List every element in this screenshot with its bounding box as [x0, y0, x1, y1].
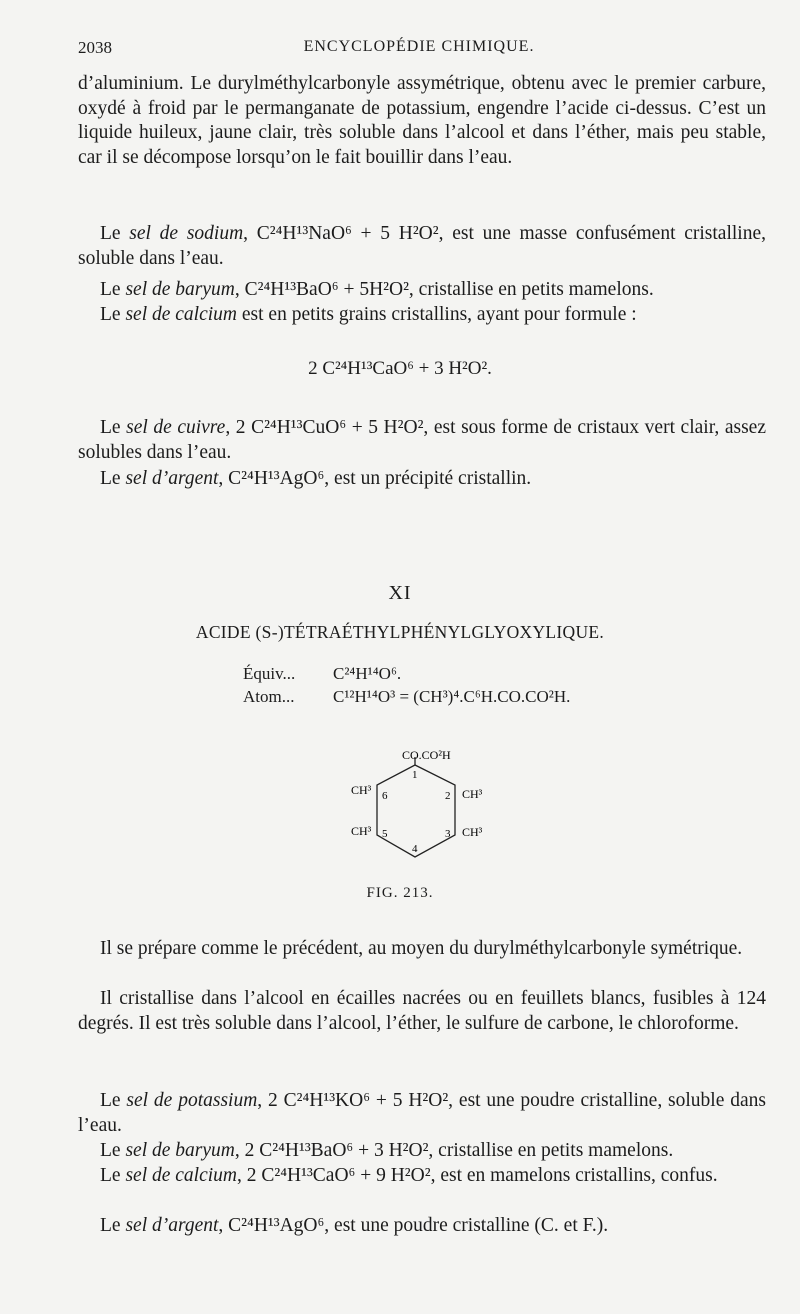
- salt-name: sel d’argent: [125, 468, 219, 489]
- substituent-left-bottom: CH³: [351, 824, 372, 838]
- paragraph-lead: Le: [100, 223, 130, 244]
- paragraph-lead: Le: [100, 304, 126, 325]
- paragraph-calcium-salt-2: [78, 1164, 766, 1189]
- salt-name: sel de baryum: [125, 1140, 235, 1161]
- paragraph-text: , C²⁴H¹³AgO⁶, est un précipité cristallin.: [218, 468, 532, 489]
- paragraph-lead: Le: [100, 1215, 126, 1236]
- paragraph-text: , C²⁴H¹³AgO⁶, est une poudre cristalline (C. et F.).: [218, 1215, 609, 1236]
- salt-name: sel d’argent: [125, 1215, 219, 1236]
- salt-name: sel de potassium: [126, 1090, 258, 1111]
- position-4: 4: [412, 843, 418, 855]
- equiv-label: Équiv...: [243, 664, 296, 683]
- atom-label: Atom...: [243, 687, 295, 706]
- page-header: [78, 38, 760, 62]
- paragraph-lead: Le: [100, 1165, 126, 1186]
- paragraph-preparation: Il se prépare comme le précédent, au moyen du durylméthylcarbonyle symétrique.: [100, 938, 743, 959]
- paragraph-text: , C²⁴H¹³BaO⁶ + 5H²O², cristallise en petits mamelons.: [234, 279, 654, 300]
- paragraph-argent-salt: [78, 467, 766, 492]
- equiv-formula: C²⁴H¹⁴O⁶.: [333, 664, 402, 683]
- calcium-formula: 2 C²⁴H¹³CaO⁶ + 3 H²O².: [308, 358, 492, 379]
- paragraph-baryum-salt: [78, 278, 766, 303]
- figure-caption: FIG. 213.: [366, 885, 434, 901]
- salt-name: sel de cuivre: [126, 417, 226, 438]
- paragraph-lead: Le: [100, 417, 127, 438]
- paragraph-text: est en petits grains cristallins, ayant pour formule :: [237, 304, 637, 325]
- paragraph-lead: Le: [100, 279, 126, 300]
- substituent-left-top: CH³: [351, 783, 372, 797]
- paragraph-lead: Le: [100, 468, 126, 489]
- substituent-right-bottom: CH³: [462, 825, 483, 839]
- paragraph-potassium-salt: [78, 1089, 766, 1138]
- position-1: 1: [412, 769, 418, 781]
- position-2: 2: [445, 790, 451, 802]
- substituent-top: CO.CO²H: [402, 748, 451, 762]
- section-title: ACIDE (S-)TÉTRAÉTHYLPHÉNYLGLYOXYLIQUE.: [195, 622, 605, 642]
- paragraph-text: , 2 C²⁴H¹³CaO⁶ + 9 H²O², est en mamelons cristallins, confus.: [237, 1165, 718, 1186]
- paragraph-argent-salt-2: [78, 1214, 766, 1239]
- paragraph-lead: Le: [100, 1090, 127, 1111]
- benzene-ring-diagram: [330, 745, 510, 875]
- paragraph-text: , 2 C²⁴H¹³BaO⁶ + 3 H²O², cristallise en petits mamelons.: [234, 1140, 674, 1161]
- paragraph-text: , 2 C²⁴H¹³CuO⁶ + 5 H²O², est sous forme de cristaux vert clair, assez solubles dans l’eau.: [78, 417, 766, 463]
- paragraph-lead: Le: [100, 1140, 126, 1161]
- page-number: 2038: [78, 38, 112, 57]
- salt-name: sel de calcium: [125, 304, 237, 325]
- atom-formula: C¹²H¹⁴O³ = (CH³)⁴.C⁶H.CO.CO²H.: [333, 687, 571, 706]
- position-3: 3: [445, 828, 451, 840]
- substituent-right-top: CH³: [462, 787, 483, 801]
- paragraph-text: , 2 C²⁴H¹³KO⁶ + 5 H²O², est une poudre cristalline, soluble dans l’eau.: [78, 1090, 766, 1136]
- running-title: ENCYCLOPÉDIE CHIMIQUE.: [303, 38, 535, 55]
- position-5: 5: [382, 828, 388, 840]
- paragraph-text: , C²⁴H¹³NaO⁶ + 5 H²O², est une masse confusément cristalline, soluble dans l’eau.: [78, 223, 766, 269]
- paragraph-cuivre-salt: [78, 416, 766, 465]
- paragraph-calcium-salt: [78, 303, 766, 328]
- section-number: XI: [388, 582, 412, 604]
- position-6: 6: [382, 790, 388, 802]
- salt-name: sel de baryum: [125, 279, 235, 300]
- paragraph-properties: Il cristallise dans l’alcool en écailles nacrées ou en feuillets blancs, fusibles à 124 degrés. Il est très soluble dans l’alcool, l’éther, le sulfure de carbone, le chloroforme.: [78, 988, 766, 1034]
- salt-name: sel de calcium: [125, 1165, 237, 1186]
- paragraph-aluminium: d’aluminium. Le durylméthylcarbonyle assymétrique, obtenu avec le premier carbure, oxydé à froid par le permanganate de potassium, engendre l’acide ci-dessus. C’est un liquide huileux, jaune clair, très soluble dans l’alcool et dans l’éther, mais peu stable, car il se décompose lorsqu’on le fait bouillir dans l’eau.: [78, 73, 766, 168]
- paragraph-baryum-salt-2: [78, 1139, 766, 1164]
- salt-name: sel de sodium: [129, 223, 244, 244]
- paragraph-sodium-salt: [78, 222, 766, 271]
